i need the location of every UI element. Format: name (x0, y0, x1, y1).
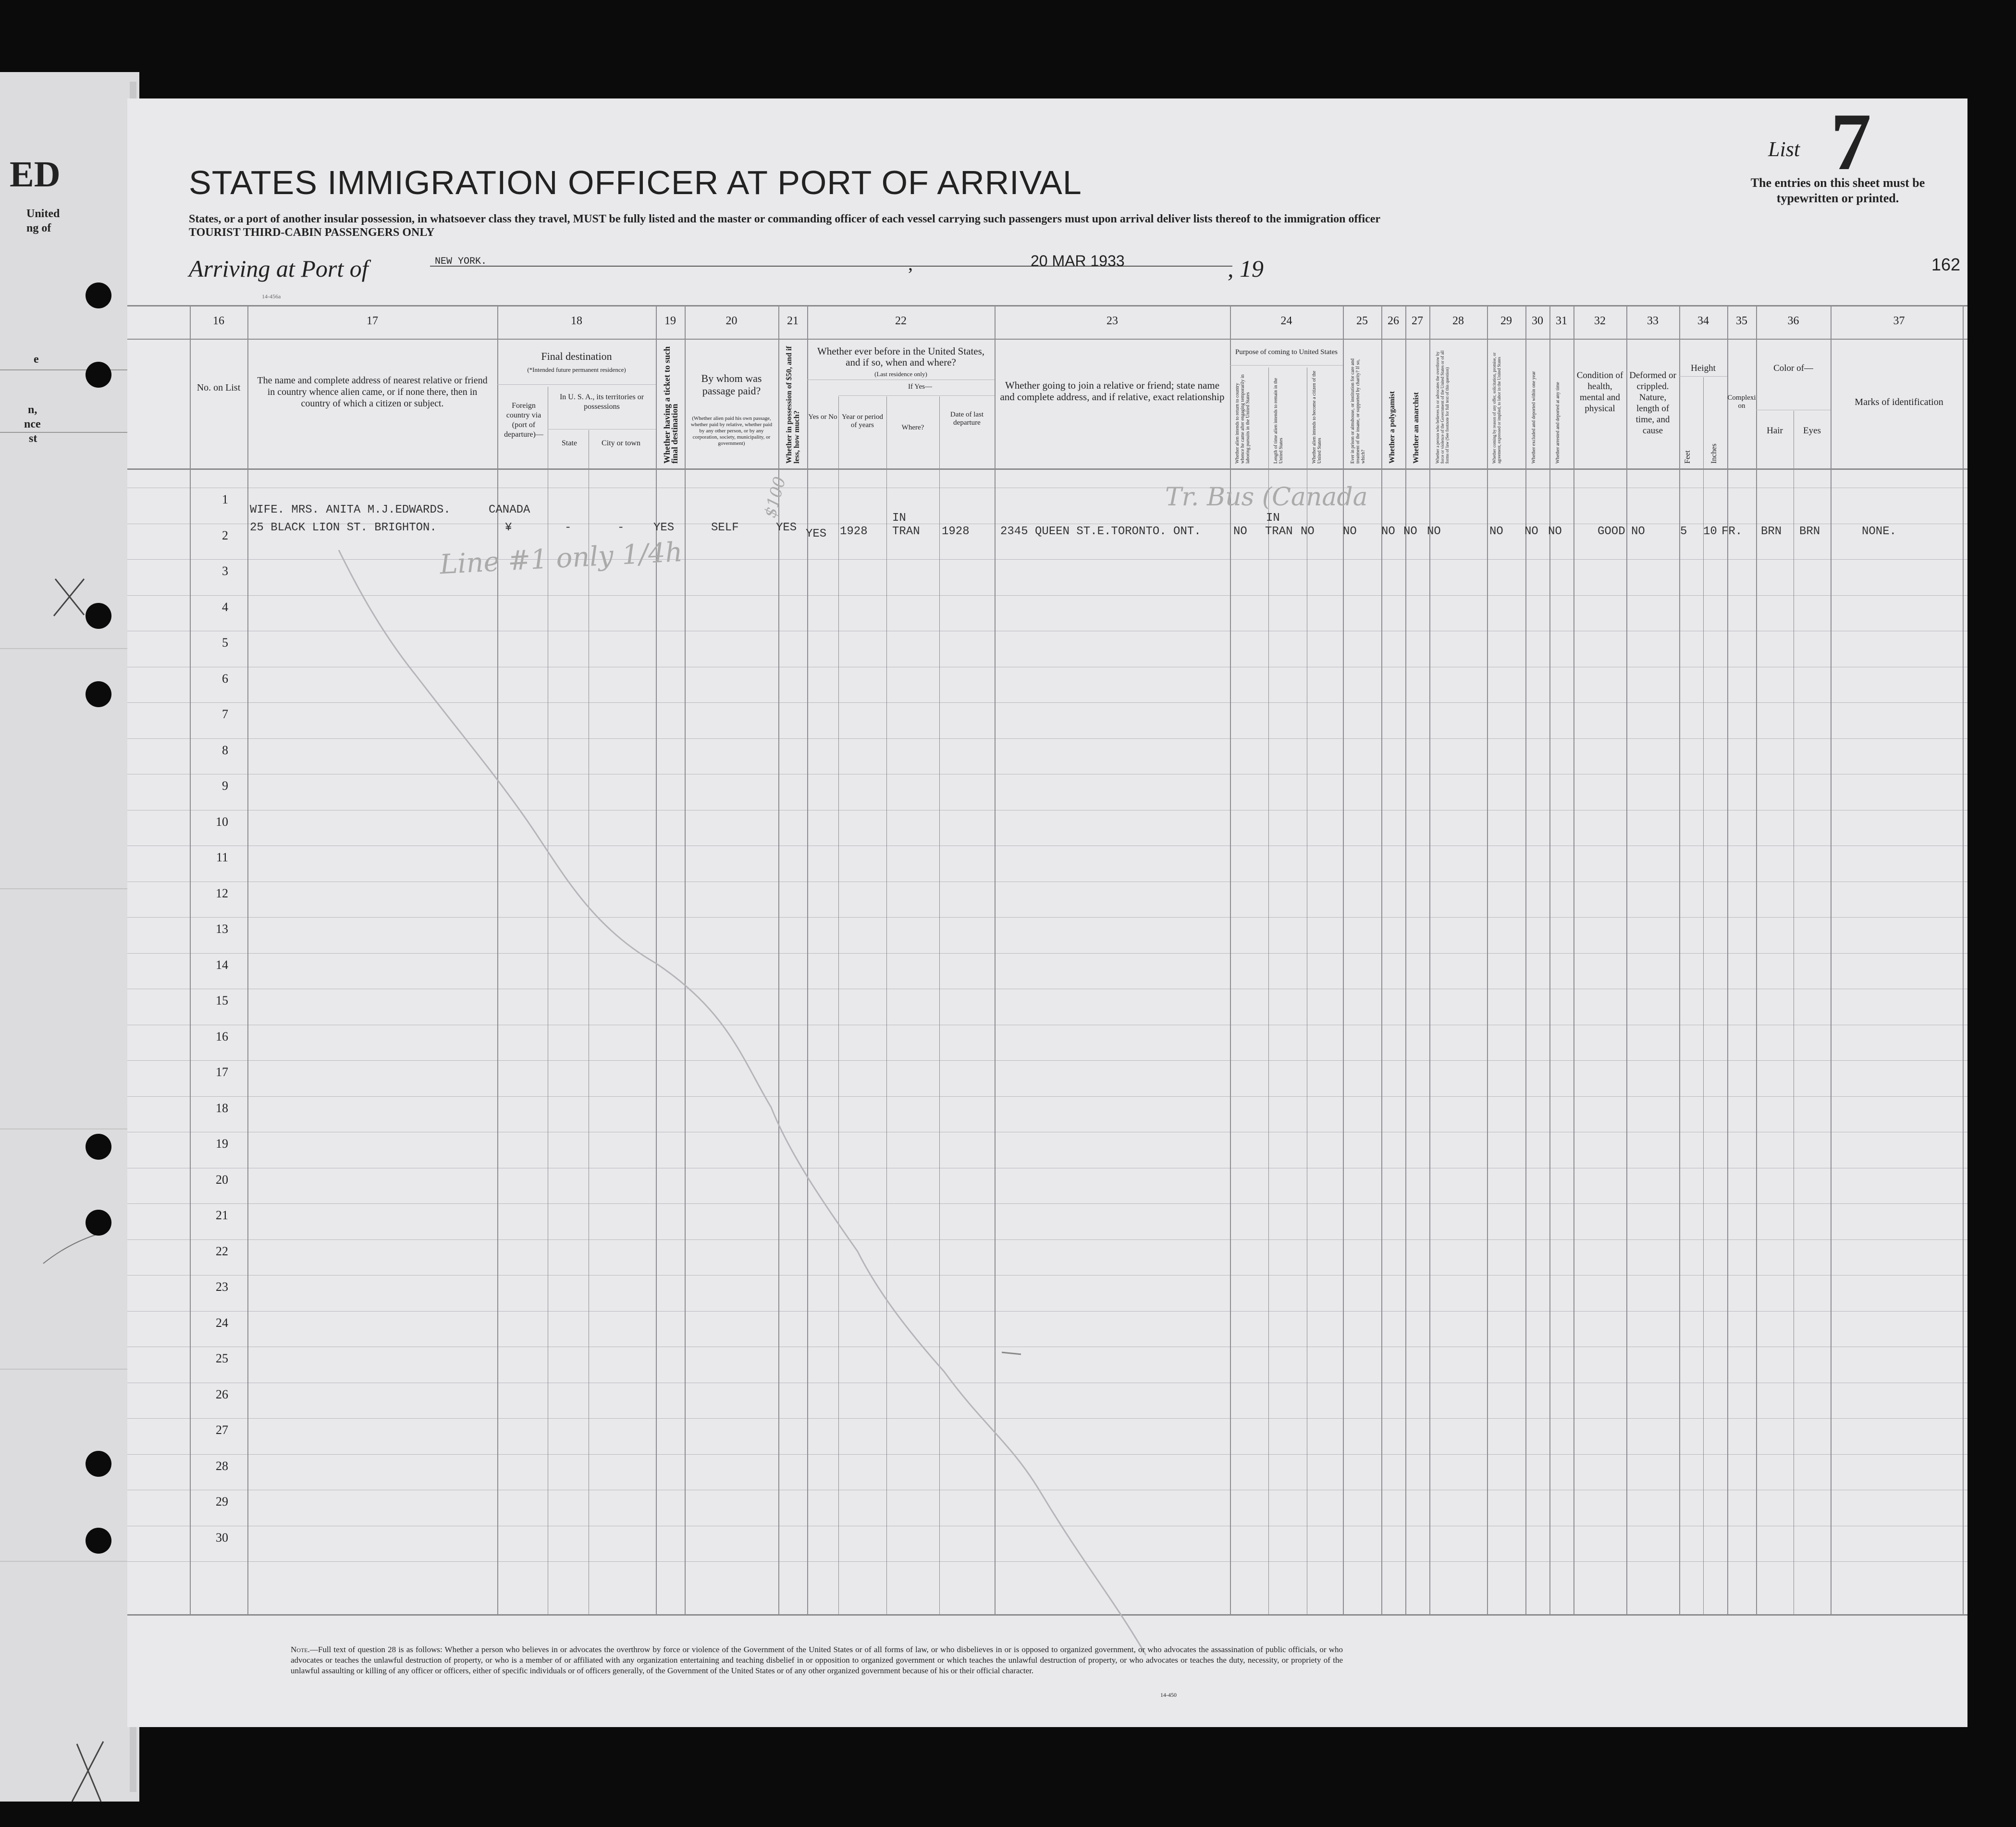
col-number: 24 (1280, 315, 1292, 327)
column-rule (1405, 305, 1406, 1614)
footnote (291, 1644, 1343, 1676)
entry-stay-1: IN (1266, 512, 1280, 525)
entry-before-where-1: IN (892, 512, 906, 525)
handwritten-line-note: Line #1 only 1/4h (439, 536, 684, 581)
header-offer: Whether coming by reason of any offer, solicitation, promise, or agreement, expressed or implied, to labor in the United States (1492, 352, 1501, 464)
row-number: 13 (216, 922, 228, 936)
entry-ticket: YES (653, 521, 675, 534)
row-number: 7 (222, 707, 228, 721)
row-number: 19 (216, 1137, 228, 1151)
punch-hole (86, 282, 111, 308)
row-rule (127, 1418, 1967, 1419)
subcolumn-rule (838, 396, 839, 1614)
row-number: 30 (216, 1531, 228, 1545)
fragment-side-2: n, (28, 404, 37, 416)
arriving-label: Arriving at Port of (189, 255, 369, 282)
fragment-side-1: e (34, 353, 39, 366)
header-identification: Marks of identification (1855, 397, 1943, 407)
header-in-usa: In U. S. A., its territories or possessions (559, 393, 644, 411)
subcolumn-rule (1268, 368, 1269, 1614)
header-money: Whether in possession of $50, and if less, how much? (785, 346, 801, 464)
entry-city: - (617, 521, 625, 534)
port-name: NEW YORK. (435, 256, 487, 267)
header-excluded: Whether excluded and deported within one year (1531, 371, 1537, 464)
form-code: 14-456a (262, 293, 281, 300)
column-rule (656, 305, 657, 1614)
entry-citizen: NO (1301, 525, 1315, 538)
row-number: 12 (216, 886, 228, 900)
col-number: 32 (1594, 315, 1606, 327)
row-number: 14 (216, 958, 228, 972)
header-complexion: Complexion (1727, 394, 1756, 410)
subheader-rule (838, 395, 995, 396)
list-label: List (1768, 137, 1800, 161)
row-number: 9 (222, 779, 228, 793)
row-rule (127, 953, 1967, 954)
column-rule (497, 305, 498, 1614)
entry-last-departure: 1928 (942, 525, 970, 538)
entry-hair: BRN (1761, 525, 1782, 538)
row-rule (127, 1060, 1967, 1061)
header-feet: Feet (1684, 450, 1692, 464)
col-number: 27 (1412, 315, 1423, 327)
subheader-rule (1679, 376, 1727, 377)
row-rule (127, 1454, 1967, 1455)
col-number: 21 (787, 315, 799, 327)
entry-deformed: NO (1631, 525, 1645, 538)
row-number: 4 (222, 600, 228, 614)
subheader-rule (1230, 365, 1343, 366)
header-inches: Inches (1710, 443, 1718, 464)
entry-prison: NO (1343, 525, 1357, 538)
column-rule (1963, 305, 1964, 1614)
page-subtitle: States, or a port of another insular possession, in whatsoever class they travel, MUST be fully listed and the master or commanding officer of each vessel carrying such passengers must upon arrival deliver lists thereof to the immigration officer (189, 213, 1381, 225)
fragment-side-4: st (29, 432, 37, 445)
col-number: 36 (1787, 315, 1799, 327)
row-number: 1 (222, 492, 228, 506)
handwritten-money-note: $100 (760, 475, 790, 520)
column-rule (1727, 305, 1728, 1614)
typed-instruction: The entries on this sheet must be typewritten or printed. (1750, 176, 1925, 205)
row-number: 11 (216, 850, 228, 864)
column-rule (247, 305, 248, 1614)
footnote-code: 14-450 (1160, 1692, 1177, 1698)
header-before-sub: (Last residence only) (874, 370, 927, 378)
entry-eyes: BRN (1799, 525, 1820, 538)
entry-deported: NO (1548, 525, 1562, 538)
header-eyes: Eyes (1803, 426, 1821, 436)
col-number: 37 (1893, 315, 1905, 327)
header-color-of: Color of— (1773, 363, 1813, 373)
header-prison: Ever in prison or almshouse, or institution for care and treatment of the insane, or supported by charity? If so, which? (1350, 358, 1366, 464)
entry-offer: NO (1489, 525, 1503, 538)
punch-hole (86, 1451, 111, 1477)
punch-hole (86, 681, 111, 707)
row-number: 27 (216, 1423, 228, 1437)
row-number: 5 (222, 636, 228, 650)
col-number: 20 (725, 315, 738, 327)
row-rule (127, 1096, 1967, 1097)
row-rule (127, 1311, 1967, 1312)
column-rule (1549, 305, 1550, 1614)
header-deformed: Deformed or crippled. Nature, length of time, and cause (1629, 370, 1676, 436)
row-rule (127, 1561, 1967, 1562)
punch-hole (86, 603, 111, 629)
column-rule (1756, 305, 1757, 1614)
row-number: 20 (216, 1173, 228, 1187)
header-foreign-country: Foreign country via (port of departure)— (504, 402, 543, 439)
col-number: 23 (1106, 315, 1118, 327)
entry-marks: NONE. (1862, 525, 1897, 538)
header-yes-no: Yes or No (808, 413, 837, 421)
column-rule (1525, 305, 1526, 1614)
footnote-text: —Full text of question 28 is as follows: Whether a person who believes in or advocates the overthrow by force or violence of the Government of the United States or of all forms of law, or who disbelieves in or is opposed to organized government, or who advocates the assassination of public officials, or who advocates or teaches the unlawful destruction of property, or who is a member of or affiliated with any organization entertaining and teaching disbelief in or opposition to organized government or which teaches the unlawful destruction of property, or who advocates or teaches the duty, necessity, or propriety of the unlawful assaulting or killing of any officer or officers, either of specific individuals or of officers generally, of the Government of the United States or of any other organized government because of his or their official character. (291, 1645, 1343, 1675)
column-rule (1831, 305, 1832, 1614)
footnote-label: Note. (291, 1645, 310, 1654)
date-stamp: 20 MAR 1933 (1031, 252, 1125, 270)
col-number: 28 (1452, 315, 1464, 327)
row-number: 8 (222, 743, 228, 757)
fragment-side-3: nce (24, 418, 41, 430)
entry-before-yes-no: YES (806, 527, 827, 540)
header-last-departure: Date of last departure (950, 411, 984, 427)
header-if-yes: If Yes— (908, 383, 932, 391)
entry-overthrow: NO (1427, 525, 1441, 538)
punch-hole (86, 1528, 111, 1554)
header-height: Height (1691, 363, 1716, 373)
column-rule (1626, 305, 1627, 1614)
column-rule (1573, 305, 1574, 1614)
subcolumn-rule (886, 396, 887, 1614)
row-rule (127, 559, 1967, 560)
entry-polygamist: NO (1381, 525, 1395, 538)
column-rule (1429, 305, 1430, 1614)
entry-stay-2: TRAN (1265, 525, 1293, 538)
punch-hole (86, 1134, 111, 1160)
subheader-rule (497, 384, 656, 385)
handwritten-strikethrough-line (127, 98, 1967, 1727)
fragment-line-1: United (26, 208, 60, 220)
entry-complexion: FR. (1721, 525, 1743, 538)
row-number: 3 (222, 564, 228, 578)
entry-state: - (565, 521, 572, 534)
header-final-destination: Final destination (541, 350, 612, 362)
column-rule (1381, 305, 1382, 1614)
entry-before-where-2: TRAN (892, 525, 920, 538)
header-ticket: Whether having a ticket to such final destination (662, 346, 679, 464)
col-number: 19 (664, 315, 676, 327)
entry-money: YES (776, 521, 797, 534)
handwritten-destination-note: Tr. Bus (Canada (1165, 483, 1368, 512)
punch-hole (86, 362, 111, 388)
column-rule (1487, 305, 1488, 1614)
entry-feet: 5 (1680, 525, 1687, 538)
column-rule (807, 305, 808, 1614)
entry-anarchist: NO (1403, 525, 1417, 538)
header-health: Condition of health, mental and physical (1576, 370, 1623, 414)
header-passage-paid-sub: (Whether alien paid his own passage, whether paid by relative, whether paid by any other person, or by any corporation, society, municipality, or government) (690, 416, 773, 446)
row-rule (127, 1203, 1967, 1204)
col-number: 17 (367, 315, 378, 327)
column-rule (685, 305, 686, 1614)
entry-health: GOOD (1598, 525, 1625, 538)
row-number: 15 (216, 993, 228, 1007)
column-rule (1679, 305, 1680, 1614)
row-rule (127, 702, 1967, 703)
header-deported: Whether arrested and deported at any time (1555, 382, 1561, 464)
row-number: 6 (222, 672, 228, 686)
header-polygamist: Whether a polygamist (1388, 391, 1396, 464)
row-number: 25 (216, 1351, 228, 1365)
table-top-rule (127, 305, 1967, 307)
row-rule (127, 738, 1967, 739)
left-page-fragment (0, 72, 139, 1802)
list-number: 7 (1831, 98, 1871, 187)
row-number: 10 (216, 815, 228, 829)
col-number: 33 (1647, 315, 1659, 327)
col-number: 16 (213, 315, 224, 327)
header-citizen-intent: Whether alien intends to become a citizen of the United States (1312, 370, 1322, 464)
header-joining: Whether going to join a relative or friend; state name and complete address, and if relative, exact relationship (1000, 380, 1225, 403)
subcolumn-rule (939, 396, 940, 1614)
header-year: Year or period of years (842, 413, 883, 429)
row-rule (127, 917, 1967, 918)
row-number: 2 (222, 528, 228, 542)
entry-relative-line-2: 25 BLACK LION ST. BRIGHTON. (250, 521, 437, 534)
header-state: State (562, 439, 577, 447)
row-rule (127, 1239, 1967, 1240)
header-where: Where? (901, 424, 924, 431)
page-number: 162 (1931, 255, 1961, 274)
header-final-destination-sub: (*Intended future permanent residence) (527, 366, 626, 373)
class-line: TOURIST THIRD-CABIN PASSENGERS ONLY (189, 226, 435, 239)
header-overthrow: Whether a person who believes in or advocates the overthrow by force or violence of the Government of the United States or of all forms of law (See footnote for full text of this question) (1435, 350, 1450, 464)
entry-paid-by: SELF (711, 521, 739, 534)
header-length-of-stay: Length of time alien intends to remain in the United States (1273, 378, 1284, 464)
entry-joining: 2345 QUEEN ST.E.TORONTO. ONT. (1000, 525, 1201, 538)
header-anarchist: Whether an anarchist (1412, 392, 1420, 464)
fragment-line-2: ng of (26, 222, 51, 234)
entry-via-mark: ¥ (505, 521, 512, 534)
row-number: 18 (216, 1101, 228, 1115)
entry-before-year: 1928 (840, 525, 868, 538)
col-number: 25 (1356, 315, 1368, 327)
header-nearest-relative: The name and complete address of nearest relative or friend in country whence alien came, or if none there, then in country of which a citizen or subject. (257, 375, 488, 409)
col-number: 34 (1697, 315, 1709, 327)
row-number: 22 (216, 1244, 228, 1258)
header-before-in-us: Whether ever before in the United States, and if so, when and where? (817, 345, 985, 368)
entry-return-intent: NO (1233, 525, 1247, 538)
port-comma: , (908, 253, 913, 274)
col-number: 30 (1532, 315, 1543, 327)
row-number: 26 (216, 1387, 228, 1401)
header-return-intent: Whether alien intends to return to country whence he came after engaging temporarily in laboring pursuits in the United States (1235, 374, 1251, 464)
page-title: STATES IMMIGRATION OFFICER AT PORT OF ARRIVAL (189, 164, 1082, 201)
row-number: 28 (216, 1459, 228, 1473)
row-number: 24 (216, 1316, 228, 1330)
entry-foreign-country: CANADA (489, 503, 530, 516)
header-hair: Hair (1767, 426, 1783, 436)
row-number: 17 (216, 1065, 228, 1079)
fragment-heading: ED (10, 154, 61, 195)
manifest-sheet (127, 98, 1967, 1727)
row-rule (127, 595, 1967, 596)
header-passage-paid: By whom was passage paid? (701, 372, 762, 397)
row-number: 29 (216, 1495, 228, 1508)
column-number-rule (127, 339, 1967, 340)
fragment-rules (0, 72, 139, 1802)
punch-hole (86, 1210, 111, 1236)
col-number: 29 (1500, 315, 1512, 327)
header-no-on-list: No. on List (197, 382, 241, 393)
row-number: 23 (216, 1280, 228, 1294)
table-bottom-rule (127, 1614, 1967, 1616)
header-bottom-rule (127, 468, 1967, 470)
col-number: 35 (1736, 315, 1747, 327)
col-number: 26 (1388, 315, 1399, 327)
col-number: 31 (1556, 315, 1567, 327)
row-number: 16 (216, 1030, 228, 1043)
row-number: 21 (216, 1208, 228, 1222)
column-rule (190, 305, 191, 1614)
column-rule (995, 305, 996, 1614)
col-number: 18 (571, 315, 582, 327)
entry-excluded: NO (1524, 525, 1538, 538)
entry-relative-line-1: WIFE. MRS. ANITA M.J.EDWARDS. (250, 503, 451, 516)
col-number: 22 (895, 315, 907, 327)
year-label: , 19 (1228, 255, 1264, 282)
subcolumn-rule (1703, 377, 1704, 1614)
header-city: City or town (602, 439, 640, 447)
header-purpose: Purpose of coming to United States (1235, 348, 1338, 356)
entry-inches: 10 (1703, 525, 1717, 538)
